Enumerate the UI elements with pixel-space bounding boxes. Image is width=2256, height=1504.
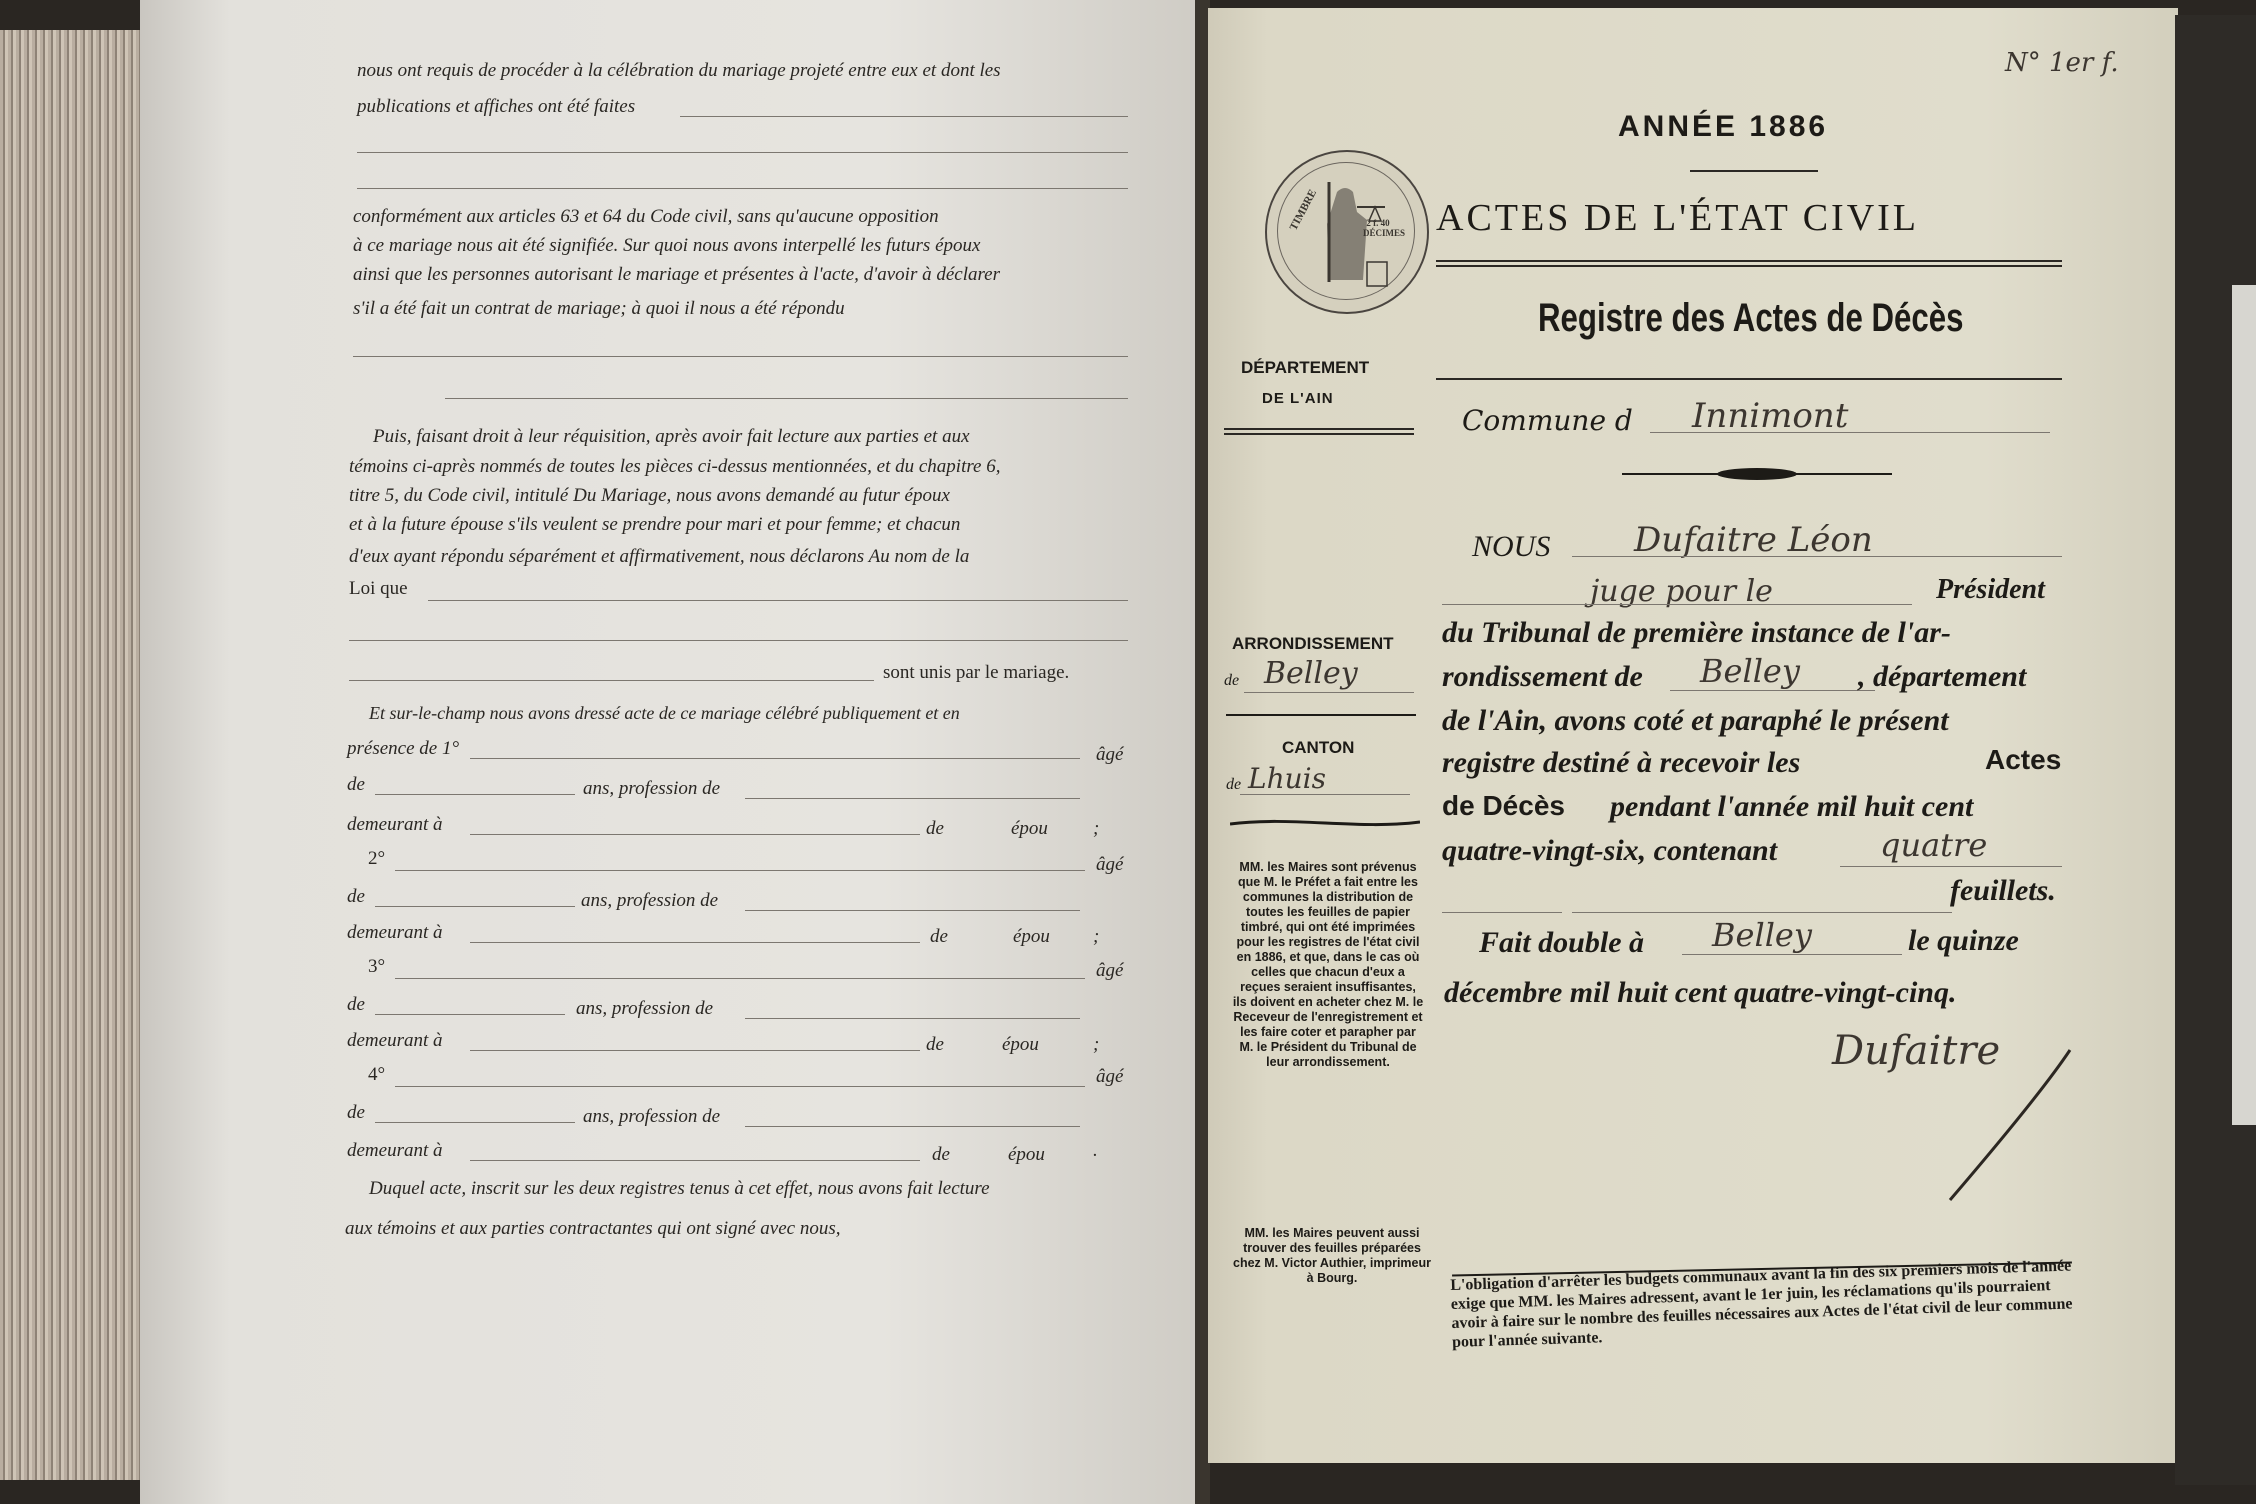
canton-label: CANTON [1282, 738, 1355, 757]
body-line-4b: Actes [1985, 744, 2062, 775]
departement-label: DÉPARTEMENT [1241, 358, 1370, 377]
nous-value: Dufaitre Léon [1634, 520, 1873, 560]
left-line-14: Et sur-le-champ nous avons dressé acte de ce mariage célébré publiquement et en [369, 703, 960, 723]
body-line-2b: , département [1858, 660, 2027, 693]
left-line-10: et à la future épouse s'ils veulent se prendre pour mari et pour femme; et chacun [349, 514, 961, 535]
left-line-3: conformément aux articles 63 et 64 du Code civil, sans qu'aucune opposition [353, 206, 939, 227]
de-label-1: de [347, 774, 365, 795]
left-line-15: présence de 1° [347, 738, 460, 759]
acts-header: ACTES DE L'ÉTAT CIVIL [1436, 197, 1920, 239]
epou-label-4: épou [1008, 1144, 1045, 1165]
open-register-book: nous ont requis de procéder à la célébration du mariage projeté entre eux et dont les publications et affiches ont été faites conformément aux articles 63 et 64 du Code civil, sans qu'aucune opposition à ce mariage nous ait été signifiée. Sur quoi nous avons interpellé les futurs époux ainsi que les personnes autorisant le mariage et présentes à l'acte, d'avoir à déclarer s'il a été fait un contrat de mariage; à quoi il nous a été répondu Puis, faisant droit à leur réquisition, après avoir fait lecture aux parties et aux témoins ci-après nommés de toutes les pièces ci-dessus mentionnées, et du chapitre 6, titre 5, du Code civil, intitulé Du Mariage, nous avons demandé au futur époux et à la future épouse s'ils veulent se prendre pour mari et pour femme; et chacun d'eux ayant répondu séparément et affirmativement, nous déclarons Au nom de la Loi que sont unis par le mariage. Et sur-le-champ nous avons dressé acte de ce mariage célébré publiquement et en présence de 1° âgé de ans, profession de demeurant à de épou ; 2° âgé de ans, profession de demeurant à de épou ; 3° âgé de ans, profession de demeurant à de épou ; 4° âgé de ans, profession de demeurant à de épou . Duquel acte, inscrit sur les deux registres tenus à cet effet, nous avons fait lecture aux témoins et aux parties contractantes qui ont signé avec nous, N° 1er f. TIMBRE 2 f. 40 DÉCIMES ANNÉE 1886 ACTES DE L'ÉTAT CIVIL Registre des Actes de Décès DÉPARTEMENT DE L'AIN Commune d Innimont NOUS Dufaitre Léon juge pour le Président ARRONDISSEMENT de Belley du Tribunal de première instance de l'ar- rondissement de Belley , département de l'Ain, avons coté et paraphé le présent registre destiné à recevoir les Actes CANTON de Lhuis de Décès pendant l'année mil huit cent quatre-vingt-six, contenant quatre feuillets. Fait double à Belley le quinze décembre mil huit cent quatre-vingt-cinq. Dufaitre MM. les Maires sont prévenus que M. le Préfet a fait entre les communes la distribution de toutes les feuilles de papier timbré, qui ont été imprimées pour les registres de l'état civil en 1886, et que, dans le cas où celles que chacun d'eux a reçues seraient insuffisantes, ils doivent en acheter chez M. le Receveur de l'enregistrement et les faire coter et parapher par M. le Président du Tribunal de leur arrondissement. MM. les Maires peuvent aussi trouver des feuilles préparées chez M. Victor Authier, imprimeur à Bourg. L'obligation d'arrêter les budgets communaux avant la fin des six premiers mois de l'année exige que MM. les Maires adressent, avant le 1er juin, les réclamations qu'ils pourraient avoir à faire sur le nombre des feuilles nécessaires aux Actes de l'état civil de leur commune pour l'année suivante. [0, 0, 2256, 1504]
residence-label-2: demeurant à [347, 922, 443, 943]
left-line-5: ainsi que les personnes autorisant le mariage et présentes à l'acte, d'avoir à déclarer [353, 264, 1000, 285]
age-label-2: âgé [1096, 854, 1124, 875]
witness-3-number: 3° [368, 956, 386, 977]
body-line-2-value: Belley [1700, 652, 1800, 690]
juge-value: juge pour le [1590, 574, 1773, 609]
fait-double-label: Fait double à [1479, 926, 1645, 959]
body-line-6-value: quatre [1880, 826, 1988, 864]
witness-4-number: 4° [368, 1064, 386, 1085]
left-line-4: à ce mariage nous ait été signifiée. Sur quoi nous avons interpellé les futurs époux [353, 235, 981, 256]
age-label-3: âgé [1096, 960, 1124, 981]
left-line-17: aux témoins et aux parties contractantes qui ont signé avec nous, [345, 1218, 841, 1239]
de-label-2: de [347, 886, 365, 907]
signature-flourish [1930, 1040, 2080, 1210]
body-line-5a: de Décès [1442, 790, 1565, 821]
arrondissement-value: Belley [1264, 656, 1358, 691]
le-quinze-label: le quinze [1908, 924, 2019, 957]
epou-label-1: épou [1011, 818, 1048, 839]
residence-label-1: demeurant à [347, 814, 443, 835]
de-label-3: de [347, 994, 365, 1015]
de2-label-4: de [932, 1144, 950, 1165]
left-line-11: d'eux ayant répondu séparément et affirmativement, nous déclarons Au nom de la [349, 546, 970, 567]
residence-label-4: demeurant à [347, 1140, 443, 1161]
age-label-4: âgé [1096, 1066, 1124, 1087]
age-label-1: âgé [1096, 744, 1124, 765]
left-line-2: publications et affiches ont été faites [357, 96, 636, 117]
left-line-7: Puis, faisant droit à leur réquisition, après avoir fait lecture aux parties et aux [373, 426, 970, 447]
year-heading: ANNÉE 1886 [1618, 110, 1829, 143]
body-line-4a: registre destiné à recevoir les [1442, 746, 1801, 779]
body-line-6a: quatre-vingt-six, contenant [1442, 834, 1778, 867]
left-line-6: s'il a été fait un contrat de mariage; à quoi il nous a été répondu [353, 298, 845, 319]
maires-note-1: MM. les Maires sont prévenus que M. le Préfet a fait entre les communes la distribution de toutes les feuilles de papier timbré, qui ont été imprimées pour les registres de l'état civil en 1886, et que, dans le cas où celles que chacun d'eux a reçues seraient insuffisantes, ils doivent en acheter chez M. le Receveur de l'enregistrement et les faire coter et parapher par M. le Président du Tribunal de leur arrondissement. [1232, 860, 1424, 1069]
commune-value: Innimont [1692, 396, 1849, 436]
stamp-value: 2 f. 40 DÉCIMES [1363, 218, 1406, 238]
body-line-3: de l'Ain, avons coté et paraphé le présent [1442, 704, 1949, 737]
nous-label: NOUS [1472, 530, 1551, 563]
footer-note: L'obligation d'arrêter les budgets communaux avant la fin des six premiers mois de l'année exige que MM. les Maires adressent, avant le 1er juin, les réclamations qu'ils pourraient avoir à faire sur le nombre des feuilles nécessaires aux Actes de l'état civil de leur commune pour l'année suivante. [1450, 1257, 2073, 1351]
de2-label-1: de [926, 818, 944, 839]
profession-label-3: ans, profession de [576, 998, 714, 1019]
body-line-7: feuillets. [1950, 874, 2056, 907]
left-line-12: Loi que [349, 578, 408, 599]
body-line-5b: pendant l'année mil huit cent [1610, 790, 1974, 823]
canton-divider [1230, 814, 1420, 832]
commune-label: Commune d [1462, 404, 1633, 437]
left-line-13: sont unis par le mariage. [883, 662, 1070, 683]
register-title: Registre des Actes de Décès [1538, 296, 1964, 340]
residence-label-3: demeurant à [347, 1030, 443, 1051]
profession-label-1: ans, profession de [583, 778, 721, 799]
folio-number: N° 1er f. [2005, 48, 2119, 78]
body-line-1: du Tribunal de première instance de l'ar- [1442, 616, 1951, 649]
epou-label-3: épou [1002, 1034, 1039, 1055]
timbre-stamp [1265, 150, 1429, 314]
departement-value: DE L'AIN [1262, 390, 1334, 407]
fait-double-value: Belley [1712, 916, 1812, 954]
left-line-8: témoins ci-après nommés de toutes les pièces ci-dessus mentionnées, et du chapitre 6, [349, 456, 1001, 477]
body-line-2a: rondissement de [1442, 660, 1643, 693]
page-edges [0, 30, 150, 1480]
date-line: décembre mil huit cent quatre-vingt-cinq. [1444, 976, 1957, 1009]
de-label-4: de [347, 1102, 365, 1123]
maires-note-2: MM. les Maires peuvent aussi trouver des feuilles préparées chez M. Victor Authier, imprimeur à Bourg. [1233, 1226, 1431, 1285]
left-line-9: titre 5, du Code civil, intitulé Du Mariage, nous avons demandé au futur époux [349, 485, 950, 506]
left-line-1: nous ont requis de procéder à la célébration du mariage projeté entre eux et dont les [357, 60, 1001, 81]
profession-label-2: ans, profession de [581, 890, 719, 911]
epou-label-2: épou [1013, 926, 1050, 947]
president-signature: Dufaitre [1832, 1028, 2001, 1074]
canton-value: Lhuis [1248, 762, 1326, 795]
left-line-16: Duquel acte, inscrit sur les deux registres tenus à cet effet, nous avons fait lecture [369, 1178, 990, 1199]
president-label: Président [1936, 574, 2045, 605]
stamp-text: TIMBRE [1287, 187, 1320, 233]
profession-label-4: ans, profession de [583, 1106, 721, 1127]
witness-2-number: 2° [368, 848, 386, 869]
arrondissement-label: ARRONDISSEMENT [1232, 634, 1394, 653]
de2-label-2: de [930, 926, 948, 947]
ornament-divider [1622, 464, 1892, 484]
de2-label-3: de [926, 1034, 944, 1055]
